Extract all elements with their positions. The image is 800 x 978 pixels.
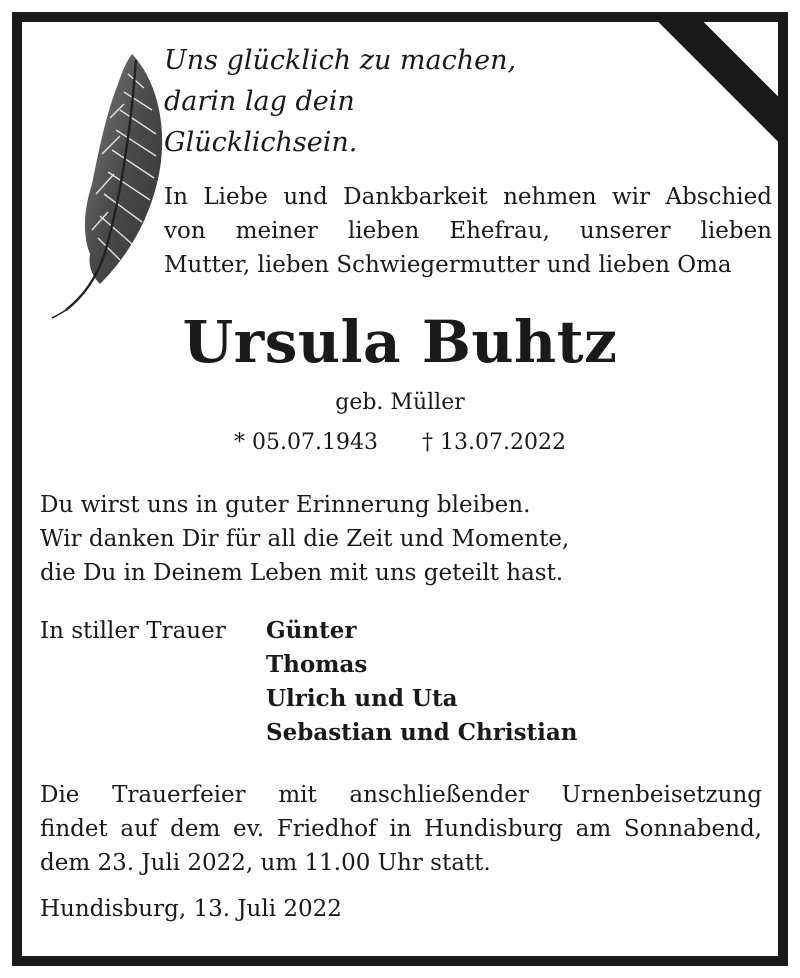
motto-line: Glücklichsein. [164, 127, 358, 158]
deceased-name: Ursula Buhtz [182, 308, 618, 376]
closing-line: die Du in Deinem Leben mit uns geteilt hast. [40, 560, 564, 586]
closing-line: Du wirst uns in guter Erinnerung bleiben. [40, 492, 531, 518]
closing-line: Wir danken Dir für all die Zeit und Momente, [40, 526, 570, 552]
closing-text [40, 488, 569, 590]
place-date: Hundisburg, 13. Juli 2022 [40, 896, 342, 922]
service-line: Die Trauerfeier mit anschließender Urnenbeisetzung [40, 782, 762, 808]
intro-line: In Liebe und Dankbarkeit nehmen wir Abschied [164, 184, 772, 210]
motto-line: Uns glücklich zu machen, [164, 45, 517, 76]
service-line: dem 23. Juli 2022, um 11.00 Uhr statt. [40, 850, 491, 876]
mourner-name: Sebastian und Christian [266, 719, 578, 746]
mourner-name: Thomas [266, 651, 368, 678]
mourner-name: Ulrich und Uta [266, 685, 458, 712]
service-line: findet auf dem ev. Friedhof in Hundisburg am Sonnabend, [40, 816, 762, 842]
feather-icon [40, 44, 180, 324]
maiden-name: geb. Müller [335, 390, 465, 415]
motto-line: darin lag dein [164, 86, 355, 117]
mourners-label: In stiller Trauer [40, 618, 226, 644]
intro-line: von meiner lieben Ehefrau, unserer lieben [164, 218, 772, 244]
mourners-list [266, 614, 578, 750]
birth-date: * 05.07.1943 [234, 430, 378, 455]
life-dates [22, 428, 778, 458]
intro-text [164, 180, 772, 282]
intro-line: Mutter, lieben Schwiegermutter und lieben Oma [164, 252, 732, 278]
mourner-name: Günter [266, 617, 357, 644]
obituary-frame [12, 12, 788, 966]
death-date: † 13.07.2022 [422, 430, 566, 455]
service-notice [40, 778, 762, 880]
mourning-band-icon [615, 12, 788, 156]
motto [164, 40, 516, 163]
